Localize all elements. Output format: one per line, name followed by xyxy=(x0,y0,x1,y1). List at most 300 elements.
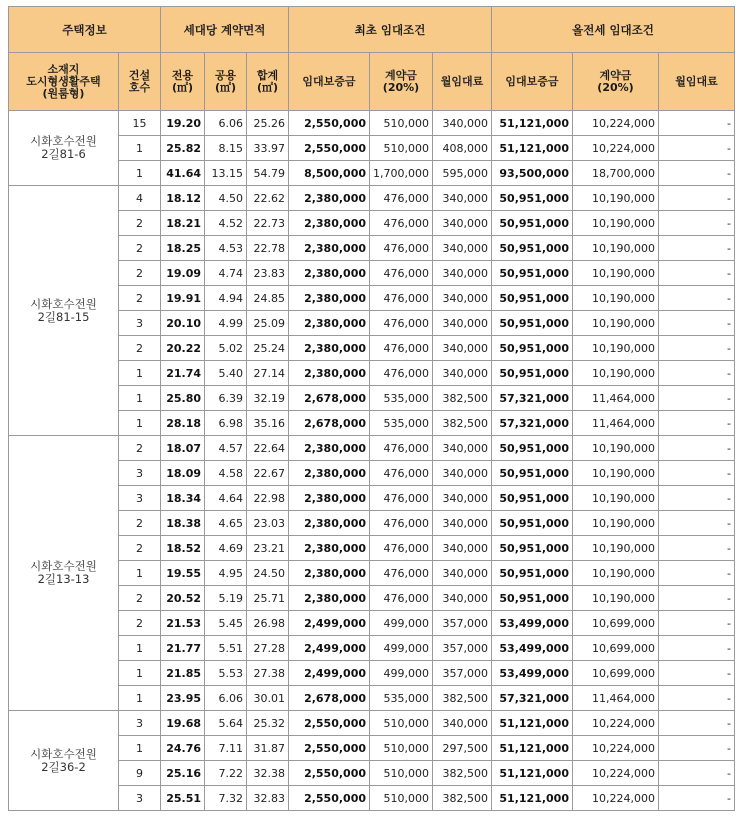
total-area-cell: 24.85 xyxy=(247,286,289,311)
location-address: 2길36-2 xyxy=(41,759,86,774)
jeonse-contract-cell: 10,190,000 xyxy=(573,261,659,286)
initial-deposit-cell: 2,550,000 xyxy=(289,136,370,161)
initial-contract-cell: 476,000 xyxy=(370,361,433,386)
jeonse-deposit-cell: 51,121,000 xyxy=(492,786,573,811)
common-area-cell: 7.22 xyxy=(205,761,247,786)
initial-rent-cell: 340,000 xyxy=(433,336,492,361)
initial-rent-cell: 340,000 xyxy=(433,536,492,561)
header-units xyxy=(119,53,161,111)
initial-contract-cell: 510,000 xyxy=(370,761,433,786)
exclusive-area-cell: 21.77 xyxy=(161,636,205,661)
jeonse-contract-cell: 10,190,000 xyxy=(573,361,659,386)
header-initial-rent-col: 월임대료 xyxy=(433,53,492,111)
jeonse-deposit-cell: 51,121,000 xyxy=(492,111,573,136)
initial-deposit-cell: 2,550,000 xyxy=(289,711,370,736)
common-area-cell: 6.06 xyxy=(205,111,247,136)
total-area-cell: 25.32 xyxy=(247,711,289,736)
jeonse-rent-cell: - xyxy=(659,386,735,411)
jeonse-contract-cell: 10,190,000 xyxy=(573,511,659,536)
common-area-cell: 6.06 xyxy=(205,686,247,711)
initial-deposit-cell: 2,380,000 xyxy=(289,211,370,236)
common-area-cell: 6.98 xyxy=(205,411,247,436)
total-area-cell: 33.97 xyxy=(247,136,289,161)
header-jeonse-contract-line2: (20%) xyxy=(597,80,634,94)
total-area-cell: 35.16 xyxy=(247,411,289,436)
initial-rent-cell: 408,000 xyxy=(433,136,492,161)
total-area-cell: 22.67 xyxy=(247,461,289,486)
header-initial-contract-line1: 계약금 xyxy=(385,68,417,82)
location-address: 2길81-15 xyxy=(37,309,90,324)
jeonse-rent-cell: - xyxy=(659,561,735,586)
initial-contract-cell: 535,000 xyxy=(370,686,433,711)
initial-rent-cell: 595,000 xyxy=(433,161,492,186)
location-cell xyxy=(9,711,119,811)
initial-deposit-cell: 2,380,000 xyxy=(289,311,370,336)
initial-deposit-cell: 2,380,000 xyxy=(289,261,370,286)
common-area-cell: 4.52 xyxy=(205,211,247,236)
jeonse-rent-cell: - xyxy=(659,436,735,461)
location-address: 2길81-6 xyxy=(41,147,86,161)
units-cell: 2 xyxy=(119,436,161,461)
common-area-cell: 4.64 xyxy=(205,486,247,511)
total-area-cell: 26.98 xyxy=(247,611,289,636)
common-area-cell: 8.15 xyxy=(205,136,247,161)
jeonse-rent-cell: - xyxy=(659,536,735,561)
jeonse-rent-cell: - xyxy=(659,286,735,311)
total-area-cell: 27.38 xyxy=(247,661,289,686)
total-area-cell: 25.24 xyxy=(247,336,289,361)
jeonse-rent-cell: - xyxy=(659,336,735,361)
common-area-cell: 4.95 xyxy=(205,561,247,586)
jeonse-rent-cell: - xyxy=(659,586,735,611)
jeonse-deposit-cell: 93,500,000 xyxy=(492,161,573,186)
jeonse-rent-cell: - xyxy=(659,761,735,786)
jeonse-contract-cell: 10,224,000 xyxy=(573,786,659,811)
jeonse-deposit-cell: 57,321,000 xyxy=(492,686,573,711)
exclusive-area-cell: 25.51 xyxy=(161,786,205,811)
jeonse-deposit-cell: 51,121,000 xyxy=(492,761,573,786)
exclusive-area-cell: 23.95 xyxy=(161,686,205,711)
jeonse-contract-cell: 18,700,000 xyxy=(573,161,659,186)
header-common-label: 공용 xyxy=(214,68,237,82)
jeonse-rent-cell: - xyxy=(659,111,735,136)
jeonse-contract-cell: 10,190,000 xyxy=(573,286,659,311)
initial-contract-cell: 535,000 xyxy=(370,386,433,411)
common-area-cell: 4.94 xyxy=(205,286,247,311)
jeonse-rent-cell: - xyxy=(659,261,735,286)
units-cell: 1 xyxy=(119,161,161,186)
units-cell: 2 xyxy=(119,511,161,536)
initial-contract-cell: 476,000 xyxy=(370,286,433,311)
jeonse-deposit-cell: 50,951,000 xyxy=(492,461,573,486)
exclusive-area-cell: 21.85 xyxy=(161,661,205,686)
initial-contract-cell: 535,000 xyxy=(370,411,433,436)
jeonse-contract-cell: 10,224,000 xyxy=(573,136,659,161)
header-initial-deposit: 임대보증금 xyxy=(289,53,370,111)
jeonse-contract-cell: 11,464,000 xyxy=(573,411,659,436)
initial-deposit-cell: 2,380,000 xyxy=(289,361,370,386)
initial-contract-cell: 510,000 xyxy=(370,711,433,736)
common-area-cell: 4.53 xyxy=(205,236,247,261)
initial-deposit-cell: 2,550,000 xyxy=(289,736,370,761)
common-area-cell: 4.74 xyxy=(205,261,247,286)
total-area-cell: 25.09 xyxy=(247,311,289,336)
jeonse-contract-cell: 10,699,000 xyxy=(573,636,659,661)
units-cell: 3 xyxy=(119,311,161,336)
common-area-cell: 4.65 xyxy=(205,511,247,536)
initial-rent-cell: 340,000 xyxy=(433,511,492,536)
exclusive-area-cell: 28.18 xyxy=(161,411,205,436)
units-cell: 2 xyxy=(119,336,161,361)
jeonse-contract-cell: 10,190,000 xyxy=(573,311,659,336)
exclusive-area-cell: 18.25 xyxy=(161,236,205,261)
header-contract-area: 세대당 계약면적 xyxy=(161,7,289,53)
exclusive-area-cell: 41.64 xyxy=(161,161,205,186)
jeonse-deposit-cell: 51,121,000 xyxy=(492,136,573,161)
jeonse-rent-cell: - xyxy=(659,661,735,686)
jeonse-rent-cell: - xyxy=(659,411,735,436)
units-cell: 1 xyxy=(119,736,161,761)
exclusive-area-cell: 25.82 xyxy=(161,136,205,161)
total-area-cell: 30.01 xyxy=(247,686,289,711)
units-cell: 1 xyxy=(119,686,161,711)
header-initial-contract-line2: (20%) xyxy=(382,80,420,94)
location-name: 시화호수전원 xyxy=(30,746,97,761)
common-area-cell: 4.99 xyxy=(205,311,247,336)
initial-deposit-cell: 2,678,000 xyxy=(289,386,370,411)
header-common xyxy=(205,53,247,111)
total-area-cell: 25.26 xyxy=(247,111,289,136)
units-cell: 2 xyxy=(119,536,161,561)
initial-contract-cell: 476,000 xyxy=(370,586,433,611)
header-housing-info: 주택정보 xyxy=(9,7,161,53)
exclusive-area-cell: 18.52 xyxy=(161,536,205,561)
jeonse-rent-cell: - xyxy=(659,736,735,761)
initial-rent-cell: 340,000 xyxy=(433,486,492,511)
initial-rent-cell: 357,000 xyxy=(433,661,492,686)
initial-contract-cell: 476,000 xyxy=(370,436,433,461)
units-cell: 2 xyxy=(119,211,161,236)
common-area-cell: 5.51 xyxy=(205,636,247,661)
initial-rent-cell: 340,000 xyxy=(433,211,492,236)
jeonse-contract-cell: 11,464,000 xyxy=(573,386,659,411)
exclusive-area-cell: 25.80 xyxy=(161,386,205,411)
units-cell: 9 xyxy=(119,761,161,786)
jeonse-deposit-cell: 50,951,000 xyxy=(492,561,573,586)
initial-deposit-cell: 2,380,000 xyxy=(289,236,370,261)
units-cell: 1 xyxy=(119,136,161,161)
total-area-cell: 32.38 xyxy=(247,761,289,786)
jeonse-deposit-cell: 53,499,000 xyxy=(492,611,573,636)
units-cell: 2 xyxy=(119,586,161,611)
exclusive-area-cell: 21.74 xyxy=(161,361,205,386)
rental-conditions-table xyxy=(8,6,735,811)
exclusive-area-cell: 19.09 xyxy=(161,261,205,286)
total-area-cell: 32.19 xyxy=(247,386,289,411)
initial-contract-cell: 476,000 xyxy=(370,261,433,286)
jeonse-rent-cell: - xyxy=(659,786,735,811)
units-cell: 3 xyxy=(119,786,161,811)
header-jeonse-contract xyxy=(573,53,659,111)
units-cell: 1 xyxy=(119,561,161,586)
table-row xyxy=(9,186,735,211)
total-area-cell: 22.62 xyxy=(247,186,289,211)
initial-contract-cell: 510,000 xyxy=(370,136,433,161)
units-cell: 15 xyxy=(119,111,161,136)
initial-rent-cell: 340,000 xyxy=(433,461,492,486)
common-area-cell: 13.15 xyxy=(205,161,247,186)
exclusive-area-cell: 20.10 xyxy=(161,311,205,336)
jeonse-rent-cell: - xyxy=(659,136,735,161)
initial-contract-cell: 476,000 xyxy=(370,311,433,336)
total-area-cell: 25.71 xyxy=(247,586,289,611)
initial-contract-cell: 499,000 xyxy=(370,661,433,686)
jeonse-rent-cell: - xyxy=(659,611,735,636)
initial-rent-cell: 340,000 xyxy=(433,361,492,386)
initial-rent-cell: 382,500 xyxy=(433,386,492,411)
jeonse-contract-cell: 10,190,000 xyxy=(573,461,659,486)
jeonse-rent-cell: - xyxy=(659,361,735,386)
exclusive-area-cell: 18.34 xyxy=(161,486,205,511)
jeonse-contract-cell: 11,464,000 xyxy=(573,686,659,711)
common-area-cell: 6.39 xyxy=(205,386,247,411)
jeonse-rent-cell: - xyxy=(659,711,735,736)
jeonse-deposit-cell: 50,951,000 xyxy=(492,186,573,211)
jeonse-rent-cell: - xyxy=(659,311,735,336)
jeonse-deposit-cell: 50,951,000 xyxy=(492,486,573,511)
common-area-cell: 7.32 xyxy=(205,786,247,811)
jeonse-rent-cell: - xyxy=(659,486,735,511)
exclusive-area-cell: 25.16 xyxy=(161,761,205,786)
initial-rent-cell: 357,000 xyxy=(433,611,492,636)
exclusive-area-cell: 18.21 xyxy=(161,211,205,236)
units-cell: 1 xyxy=(119,636,161,661)
header-jeonse-contract-line1: 계약금 xyxy=(599,68,632,82)
initial-contract-cell: 476,000 xyxy=(370,336,433,361)
initial-deposit-cell: 2,380,000 xyxy=(289,511,370,536)
jeonse-deposit-cell: 51,121,000 xyxy=(492,736,573,761)
jeonse-rent-cell: - xyxy=(659,511,735,536)
initial-contract-cell: 499,000 xyxy=(370,636,433,661)
initial-deposit-cell: 2,380,000 xyxy=(289,486,370,511)
units-cell: 1 xyxy=(119,386,161,411)
jeonse-deposit-cell: 50,951,000 xyxy=(492,311,573,336)
header-total-label: 합계 xyxy=(256,68,279,82)
header-total-unit: (㎡) xyxy=(256,80,279,94)
jeonse-deposit-cell: 50,951,000 xyxy=(492,286,573,311)
initial-contract-cell: 476,000 xyxy=(370,461,433,486)
exclusive-area-cell: 21.53 xyxy=(161,611,205,636)
jeonse-contract-cell: 10,190,000 xyxy=(573,536,659,561)
common-area-cell: 5.64 xyxy=(205,711,247,736)
total-area-cell: 22.98 xyxy=(247,486,289,511)
initial-deposit-cell: 2,678,000 xyxy=(289,411,370,436)
jeonse-rent-cell: - xyxy=(659,461,735,486)
jeonse-deposit-cell: 50,951,000 xyxy=(492,336,573,361)
header-exclusive xyxy=(161,53,205,111)
total-area-cell: 24.50 xyxy=(247,561,289,586)
initial-rent-cell: 382,500 xyxy=(433,411,492,436)
total-area-cell: 27.14 xyxy=(247,361,289,386)
common-area-cell: 4.50 xyxy=(205,186,247,211)
header-jeonse-deposit: 임대보증금 xyxy=(492,53,573,111)
exclusive-area-cell: 19.68 xyxy=(161,711,205,736)
jeonse-deposit-cell: 50,951,000 xyxy=(492,261,573,286)
exclusive-area-cell: 18.07 xyxy=(161,436,205,461)
initial-deposit-cell: 8,500,000 xyxy=(289,161,370,186)
header-jeonse-rent: 월임대료 xyxy=(659,53,735,111)
units-cell: 1 xyxy=(119,661,161,686)
initial-deposit-cell: 2,499,000 xyxy=(289,661,370,686)
jeonse-rent-cell: - xyxy=(659,236,735,261)
jeonse-contract-cell: 10,224,000 xyxy=(573,711,659,736)
common-area-cell: 7.11 xyxy=(205,736,247,761)
header-units-line1: 건설 xyxy=(128,68,151,82)
rental-table-container xyxy=(8,6,735,811)
table-header xyxy=(9,7,735,111)
common-area-cell: 4.69 xyxy=(205,536,247,561)
jeonse-contract-cell: 10,190,000 xyxy=(573,486,659,511)
initial-deposit-cell: 2,499,000 xyxy=(289,611,370,636)
total-area-cell: 54.79 xyxy=(247,161,289,186)
jeonse-contract-cell: 10,190,000 xyxy=(573,186,659,211)
initial-contract-cell: 510,000 xyxy=(370,736,433,761)
table-row xyxy=(9,436,735,461)
initial-contract-cell: 476,000 xyxy=(370,236,433,261)
initial-contract-cell: 476,000 xyxy=(370,211,433,236)
initial-deposit-cell: 2,380,000 xyxy=(289,336,370,361)
jeonse-contract-cell: 10,224,000 xyxy=(573,111,659,136)
jeonse-deposit-cell: 53,499,000 xyxy=(492,661,573,686)
exclusive-area-cell: 18.09 xyxy=(161,461,205,486)
initial-deposit-cell: 2,380,000 xyxy=(289,561,370,586)
jeonse-contract-cell: 10,699,000 xyxy=(573,661,659,686)
initial-rent-cell: 357,000 xyxy=(433,636,492,661)
initial-deposit-cell: 2,550,000 xyxy=(289,786,370,811)
table-row xyxy=(9,711,735,736)
jeonse-contract-cell: 10,190,000 xyxy=(573,211,659,236)
jeonse-deposit-cell: 50,951,000 xyxy=(492,511,573,536)
header-initial-rent: 최초 임대조건 xyxy=(289,7,492,53)
initial-deposit-cell: 2,380,000 xyxy=(289,436,370,461)
exclusive-area-cell: 19.91 xyxy=(161,286,205,311)
jeonse-rent-cell: - xyxy=(659,686,735,711)
jeonse-contract-cell: 10,699,000 xyxy=(573,611,659,636)
units-cell: 1 xyxy=(119,361,161,386)
initial-deposit-cell: 2,380,000 xyxy=(289,186,370,211)
location-cell xyxy=(9,111,119,186)
total-area-cell: 22.78 xyxy=(247,236,289,261)
initial-contract-cell: 510,000 xyxy=(370,786,433,811)
initial-contract-cell: 476,000 xyxy=(370,186,433,211)
initial-contract-cell: 499,000 xyxy=(370,611,433,636)
header-initial-contract xyxy=(370,53,433,111)
initial-rent-cell: 382,500 xyxy=(433,761,492,786)
jeonse-rent-cell: - xyxy=(659,211,735,236)
jeonse-deposit-cell: 50,951,000 xyxy=(492,211,573,236)
initial-contract-cell: 476,000 xyxy=(370,561,433,586)
header-location xyxy=(9,53,119,111)
units-cell: 4 xyxy=(119,186,161,211)
initial-contract-cell: 510,000 xyxy=(370,111,433,136)
jeonse-contract-cell: 10,224,000 xyxy=(573,736,659,761)
exclusive-area-cell: 20.22 xyxy=(161,336,205,361)
jeonse-contract-cell: 10,190,000 xyxy=(573,561,659,586)
common-area-cell: 5.45 xyxy=(205,611,247,636)
jeonse-contract-cell: 10,190,000 xyxy=(573,336,659,361)
initial-deposit-cell: 2,678,000 xyxy=(289,686,370,711)
initial-deposit-cell: 2,380,000 xyxy=(289,536,370,561)
jeonse-deposit-cell: 53,499,000 xyxy=(492,636,573,661)
initial-rent-cell: 340,000 xyxy=(433,311,492,336)
jeonse-deposit-cell: 57,321,000 xyxy=(492,386,573,411)
units-cell: 2 xyxy=(119,236,161,261)
units-cell: 1 xyxy=(119,411,161,436)
exclusive-area-cell: 19.20 xyxy=(161,111,205,136)
header-units-line2: 호수 xyxy=(128,80,151,94)
location-cell xyxy=(9,436,119,711)
jeonse-contract-cell: 10,190,000 xyxy=(573,436,659,461)
initial-deposit-cell: 2,380,000 xyxy=(289,586,370,611)
jeonse-contract-cell: 10,224,000 xyxy=(573,761,659,786)
units-cell: 3 xyxy=(119,461,161,486)
header-total xyxy=(247,53,289,111)
initial-rent-cell: 340,000 xyxy=(433,711,492,736)
table-body xyxy=(9,111,735,811)
total-area-cell: 22.64 xyxy=(247,436,289,461)
jeonse-deposit-cell: 51,121,000 xyxy=(492,711,573,736)
initial-rent-cell: 340,000 xyxy=(433,236,492,261)
location-name: 시화호수전원 xyxy=(30,134,97,148)
initial-rent-cell: 340,000 xyxy=(433,111,492,136)
units-cell: 3 xyxy=(119,486,161,511)
initial-deposit-cell: 2,550,000 xyxy=(289,761,370,786)
header-location-line2: 도시형생활주택 xyxy=(26,74,101,88)
jeonse-deposit-cell: 57,321,000 xyxy=(492,411,573,436)
jeonse-deposit-cell: 50,951,000 xyxy=(492,436,573,461)
header-location-line1: 소재지 xyxy=(47,62,80,76)
jeonse-rent-cell: - xyxy=(659,186,735,211)
initial-rent-cell: 340,000 xyxy=(433,561,492,586)
initial-rent-cell: 297,500 xyxy=(433,736,492,761)
exclusive-area-cell: 18.12 xyxy=(161,186,205,211)
header-exclusive-label: 전용 xyxy=(171,68,194,82)
common-area-cell: 4.57 xyxy=(205,436,247,461)
jeonse-deposit-cell: 50,951,000 xyxy=(492,236,573,261)
units-cell: 2 xyxy=(119,611,161,636)
total-area-cell: 31.87 xyxy=(247,736,289,761)
exclusive-area-cell: 20.52 xyxy=(161,586,205,611)
jeonse-deposit-cell: 50,951,000 xyxy=(492,586,573,611)
header-location-line3: (원룸형) xyxy=(42,86,85,100)
exclusive-area-cell: 18.38 xyxy=(161,511,205,536)
table-row xyxy=(9,111,735,136)
exclusive-area-cell: 19.55 xyxy=(161,561,205,586)
initial-rent-cell: 340,000 xyxy=(433,286,492,311)
header-full-jeonse: 올전세 임대조건 xyxy=(492,7,735,53)
total-area-cell: 32.83 xyxy=(247,786,289,811)
initial-deposit-cell: 2,550,000 xyxy=(289,111,370,136)
location-address: 2길13-13 xyxy=(37,572,90,586)
jeonse-rent-cell: - xyxy=(659,636,735,661)
total-area-cell: 23.03 xyxy=(247,511,289,536)
units-cell: 3 xyxy=(119,711,161,736)
initial-rent-cell: 340,000 xyxy=(433,436,492,461)
common-area-cell: 5.02 xyxy=(205,336,247,361)
common-area-cell: 4.58 xyxy=(205,461,247,486)
initial-rent-cell: 382,500 xyxy=(433,786,492,811)
initial-rent-cell: 382,500 xyxy=(433,686,492,711)
